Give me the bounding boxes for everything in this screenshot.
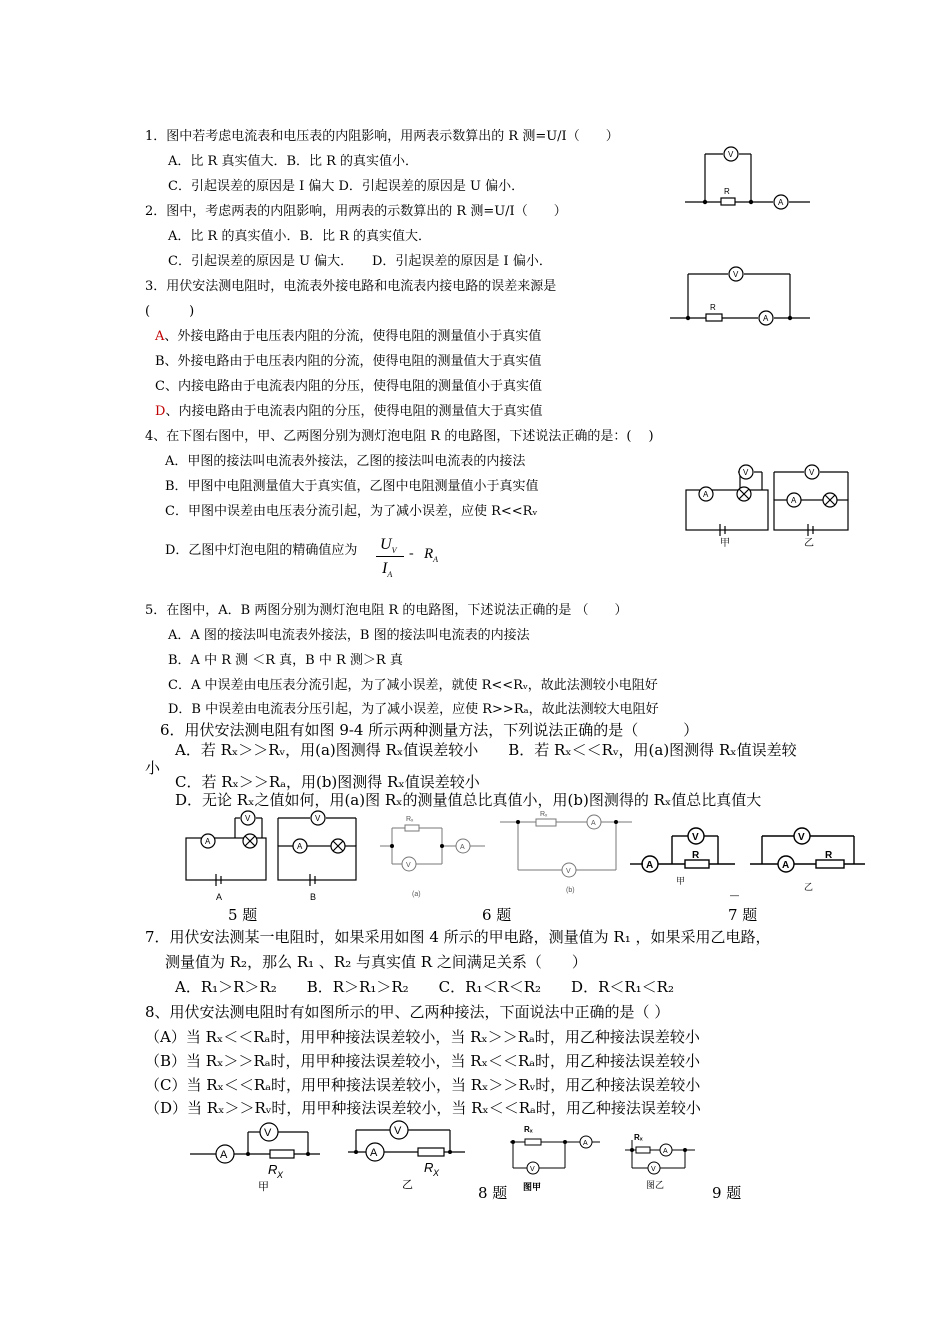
svg-text:R: R	[268, 1162, 278, 1177]
svg-text:V: V	[315, 814, 321, 823]
svg-text:X: X	[277, 1170, 284, 1180]
q2-option-c: C．引起误差的原因是 U 偏大．	[168, 254, 354, 269]
q1-options-cd: C．引起误差的原因是 I 偏大 D．引起误差的原因是 U 偏小．	[168, 179, 525, 194]
svg-text:R: R	[710, 303, 716, 312]
svg-text:V: V	[566, 868, 571, 875]
svg-text:图甲: 图甲	[523, 1182, 542, 1192]
svg-text:甲: 甲	[258, 1181, 269, 1193]
svg-text:A: A	[778, 198, 784, 207]
svg-text:V: V	[743, 468, 749, 477]
svg-text:V: V	[406, 862, 411, 869]
q8-option-d: （D）当 Rₓ＞＞Rᵥ时，用甲种接法误差较小，当 Rₓ＜＜Rₐ时，用乙种接法误差较小	[145, 1099, 701, 1117]
svg-text:乙: 乙	[804, 538, 814, 549]
svg-text:B: B	[310, 892, 317, 902]
q6-options-ab-cont: 小	[145, 759, 161, 777]
svg-text:V: V	[264, 1127, 272, 1139]
q5-option-c: C．A 中误差由电压表分流引起，为了减小误差，就使 R<<Rᵥ，故此法测较小电阻好	[168, 678, 658, 693]
q8-option-a: （A）当 Rₓ＜＜Rₐ时，用甲种接法误差较小，当 Rₓ＞＞Rₐ时，用乙种接法误差较小	[145, 1028, 700, 1046]
q8-stem: 8、用伏安法测电阻时有如图所示的甲、乙两种接法，下面说法中正确的是（ ）	[145, 1003, 670, 1021]
svg-text:(b): (b)	[566, 887, 575, 894]
q7-options: A．R₁＞R＞R₂ B．R＞R₁＞R₂ C．R₁＜R＜R₂ D．R＜R₁＜R₂	[175, 978, 674, 996]
q3-option-c: C、内接电路由于电流表内阻的分压，使得电阻的测量值小于真实值	[155, 379, 542, 394]
q8-option-c: （C）当 Rₓ＜＜Rₐ时，用甲种接法误差较小，当 Rₓ＞＞Rᵥ时，用乙种接法误差较小	[145, 1076, 701, 1094]
fig-label-q7: 7 题	[728, 906, 758, 924]
svg-text:—: —	[730, 890, 739, 900]
fig-label-q6: 6 题	[482, 906, 512, 924]
q4-option-c: C．甲图中误差由电压表分流引起，为了减小误差，应使 R<<Rᵥ	[165, 504, 538, 519]
q4-stem: 4、在下图右图中，甲、乙两图分别为测灯泡电阻 R 的电路图，下述说法正确的是：( )	[145, 429, 654, 444]
svg-text:V: V	[530, 1166, 535, 1173]
svg-text:A: A	[646, 860, 654, 871]
svg-text:V: V	[245, 814, 251, 823]
q3-paren: ( )	[145, 304, 195, 319]
q7-stem-cont: 测量值为 R₂，那么 R₁ 、R₂ 与真实值 R 之间满足关系（ ）	[165, 953, 587, 971]
q2-options-ab: A．比 R 的真实值小．B．比 R 的真实值大．	[168, 229, 432, 244]
svg-text:乙: 乙	[804, 882, 814, 892]
svg-text:A: A	[763, 314, 769, 323]
q6-option-d: D．无论 Rₓ之值如何，用(a)图 Rₓ的测量值总比真值小，用(b)图测得的 Rₓ值总比真值大	[175, 791, 762, 809]
svg-text:X: X	[433, 1168, 440, 1178]
q4-option-b: B．甲图中电阻测量值大于真实值，乙图中电阻测量值小于真实值	[165, 479, 539, 494]
q6-options-ab: A．若 Rₓ＞＞Rᵥ，用(a)图测得 Rₓ值误差较小 B．若 Rₓ＜＜Rᵥ，用(a)图测得 Rₓ值误差较	[175, 741, 797, 759]
svg-text:A: A	[583, 1140, 588, 1147]
q2-option-d: D．引起误差的原因是 I 偏小．	[372, 254, 552, 269]
svg-text:甲: 甲	[720, 538, 730, 549]
svg-text:Rₓ: Rₓ	[634, 1133, 643, 1142]
svg-text:A: A	[297, 842, 303, 851]
q2-stem: 2．图中，考虑两表的内阻影响，用两表的示数算出的 R 测=U/I（ ）	[145, 204, 567, 219]
q4-option-d: D．乙图中灯泡电阻的精确值应为	[165, 543, 358, 558]
svg-text:(a): (a)	[412, 891, 421, 898]
svg-text:Rₓ: Rₓ	[406, 816, 414, 823]
q1-circuit-diagram	[685, 140, 810, 212]
q1-stem: 1．图中若考虑电流表和电压表的内阻影响，用两表示数算出的 R 测=U/I（ ）	[145, 129, 619, 144]
q5-option-d: D．B 中误差由电流表分压引起，为了减小误差，应使 R>>Rₐ，故此法测较大电阻好	[168, 702, 659, 717]
svg-text:A: A	[460, 844, 465, 851]
svg-text:V: V	[692, 832, 699, 843]
q3-option-d: D、内接电路由于电流表内阻的分压，使得电阻的测量值大于真实值	[155, 404, 543, 419]
svg-text:Rₓ: Rₓ	[524, 1125, 533, 1134]
svg-text:R: R	[692, 850, 700, 861]
fig-label-q5: 5 题	[228, 906, 258, 924]
figure-row-q8-q9	[180, 1116, 700, 1196]
q4-option-a: A．甲图的接法叫电流表外接法，乙图的接法叫电流表的内接法	[165, 454, 526, 469]
svg-text:A: A	[216, 892, 223, 902]
svg-text:A: A	[370, 1147, 378, 1159]
q5-option-a: A．A 图的接法叫电流表外接法，B 图的接法叫电流表的内接法	[168, 628, 530, 643]
fig-label-q8: 8 题	[478, 1184, 508, 1202]
svg-text:A: A	[220, 1149, 228, 1161]
fig-label-q9: 9 题	[712, 1184, 742, 1202]
q6-stem: 6．用伏安法测电阻有如图 9-4 所示两种测量方法，下列说法正确的是（ ）	[160, 721, 699, 739]
q8-option-b: （B）当 Rₓ＞＞Rₐ时，用甲种接法误差较小，当 Rₓ＜＜Rₐ时，用乙种接法误差较小	[145, 1052, 701, 1070]
svg-text:A: A	[782, 860, 790, 871]
q3-stem: 3．用伏安法测电阻时，电流表外接电路和电流表内接电路的误差来源是	[145, 279, 557, 294]
svg-text:A: A	[591, 820, 596, 827]
svg-text:R: R	[724, 187, 730, 196]
svg-text:Rₓ: Rₓ	[540, 811, 548, 818]
svg-text:R: R	[825, 850, 833, 861]
svg-text:V: V	[394, 1125, 402, 1137]
svg-text:V: V	[651, 1166, 656, 1173]
q5-stem: 5．在图中，A．B 两图分别为测灯泡电阻 R 的电路图，下述说法正确的是 （ ）	[145, 603, 628, 618]
svg-text:V: V	[728, 150, 734, 159]
svg-text:V: V	[798, 832, 805, 843]
figure-row-q5-q7	[180, 808, 870, 908]
svg-text:R: R	[424, 1160, 434, 1175]
svg-text:A: A	[703, 490, 709, 499]
svg-text:A: A	[791, 496, 797, 505]
q1-options-ab: A．比 R 真实值大．B．比 R 的真实值小．	[168, 154, 419, 169]
q5-option-b: B．A 中 R 测 ＜R 真，B 中 R 测＞R 真	[168, 653, 403, 668]
svg-text:甲: 甲	[676, 876, 686, 886]
q4-circuit-diagrams	[680, 460, 855, 552]
q3-option-a: A、外接电路由于电压表内阻的分流，使得电阻的测量值小于真实值	[155, 329, 542, 344]
svg-text:图乙: 图乙	[646, 1180, 665, 1190]
q6-option-c: C．若 Rₓ＞＞Rₐ，用(b)图测得 Rₓ值误差较小	[175, 773, 480, 791]
q3-option-b: B、外接电路由于电压表内阻的分流，使得电阻的测量值大于真实值	[155, 354, 542, 369]
svg-text:乙: 乙	[402, 1179, 413, 1191]
q7-stem: 7．用伏安法测某一电阻时，如果采用如图 4 所示的甲电路，测量值为 R₁ ，如果采用乙电路，	[145, 928, 771, 946]
svg-text:V: V	[809, 468, 815, 477]
svg-text:V: V	[733, 270, 739, 279]
q2-circuit-diagram	[670, 262, 810, 327]
svg-text:A: A	[205, 837, 211, 846]
svg-text:A: A	[663, 1148, 668, 1155]
